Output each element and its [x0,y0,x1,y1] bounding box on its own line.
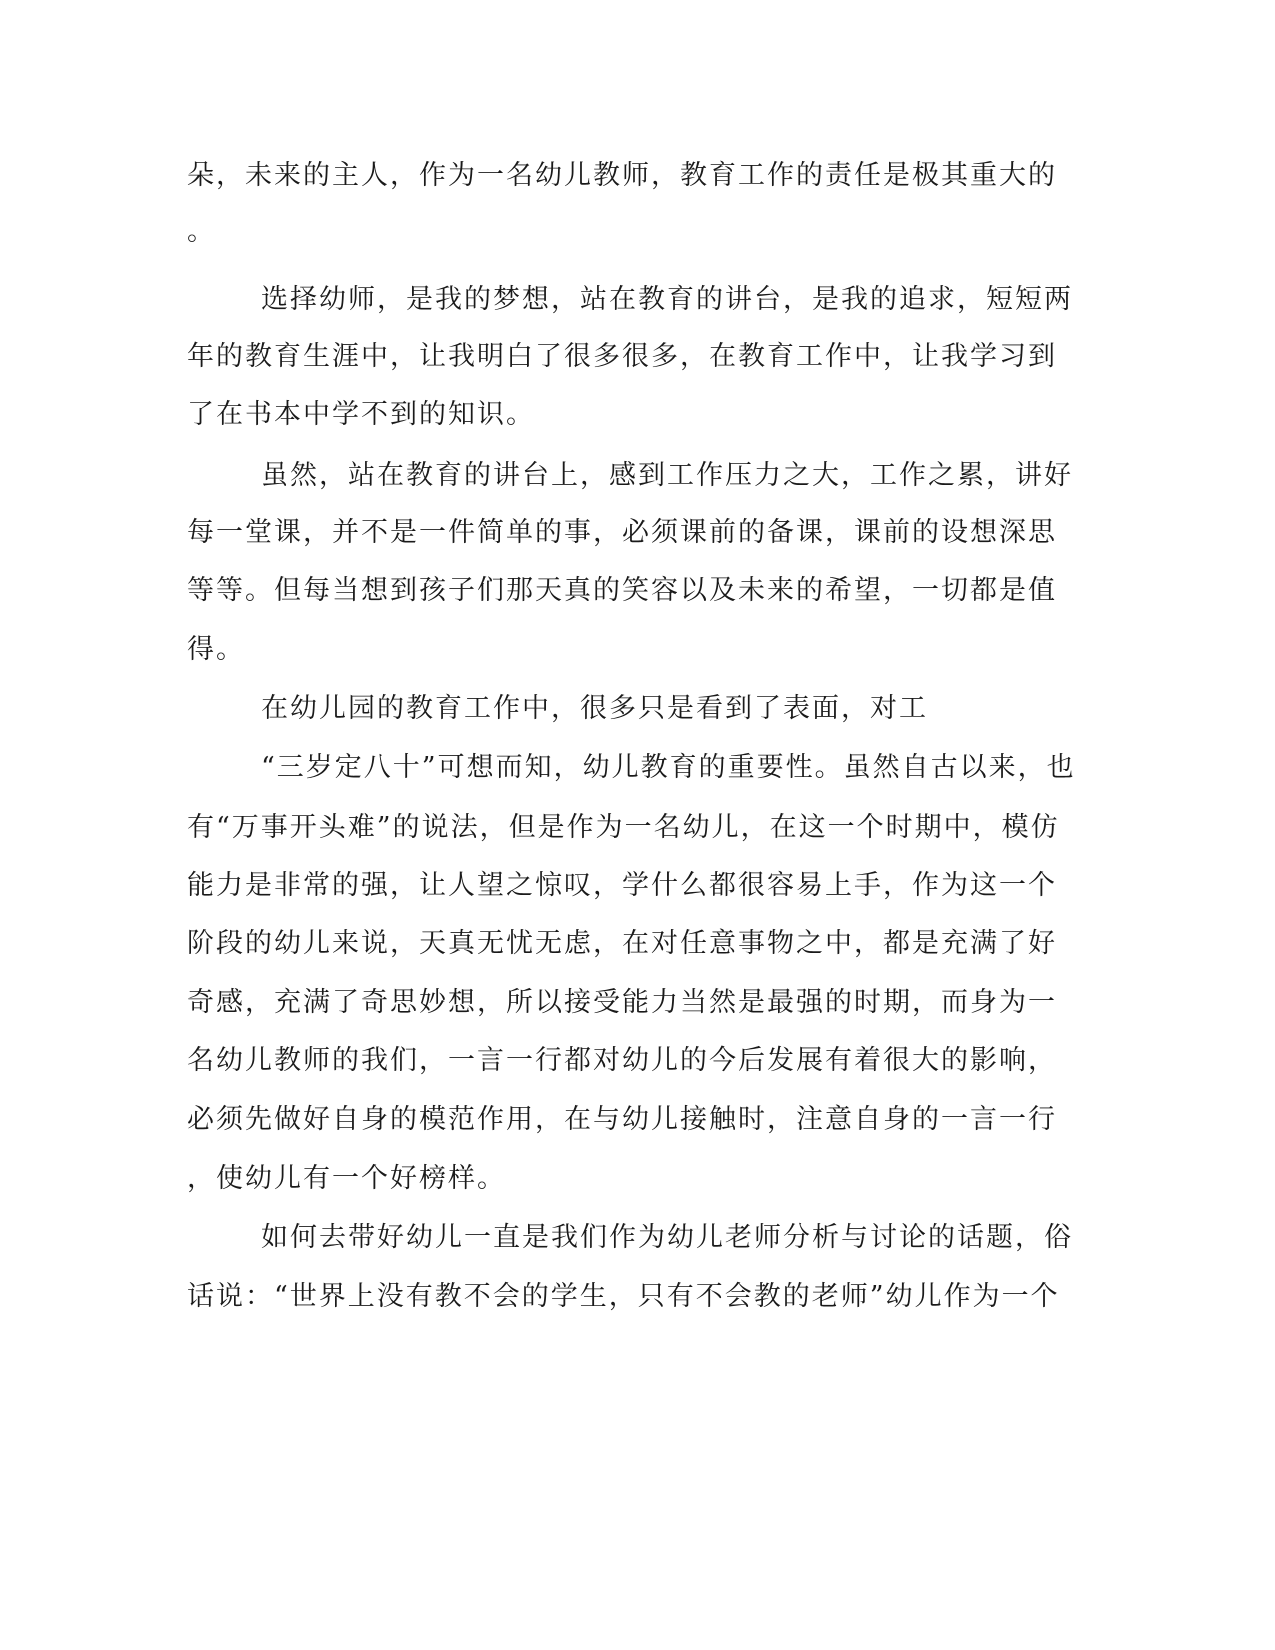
paragraph-start-line: “三岁定八十”可想而知，幼儿教育的重要性。虽然自古以来，也 [261,752,1076,783]
text-line: 。 [187,216,216,247]
text-line: 名幼儿教师的我们，一言一行都对幼儿的今后发展有着很大的影响， [187,1045,1057,1076]
text-line: 朵，未来的主人，作为一名幼儿教师，教育工作的责任是极其重大的 [187,160,1057,191]
text-line: 每一堂课，并不是一件简单的事，必须课前的备课，课前的设想深思 [187,517,1057,548]
paragraph-start-line: 虽然，站在教育的讲台上，感到工作压力之大，工作之累，讲好 [261,460,1073,491]
text-line: 能力是非常的强，让人望之惊叹，学什么都很容易上手，作为这一个 [187,870,1057,901]
text-line: 等等。但每当想到孩子们那天真的笑容以及未来的希望，一切都是值 [187,575,1057,606]
text-line: 奇感，充满了奇思妙想，所以接受能力当然是最强的时期，而身为一 [187,987,1057,1018]
paragraph-start-line: 选择幼师，是我的梦想，站在教育的讲台，是我的追求，短短两 [261,284,1073,315]
paragraph-start-line: 如何去带好幼儿一直是我们作为幼儿老师分析与讨论的话题，俗 [261,1222,1073,1253]
text-line: 阶段的幼儿来说，天真无忧无虑，在对任意事物之中，都是充满了好 [187,928,1057,959]
text-line: 有“万事开头难”的说法，但是作为一名幼儿，在这一个时期中，模仿 [187,812,1060,843]
text-line: 年的教育生涯中，让我明白了很多很多，在教育工作中，让我学习到 [187,341,1057,372]
paragraph-start-line: 在幼儿园的教育工作中，很多只是看到了表面，对工 [261,693,928,724]
text-line: 话说：“世界上没有教不会的学生，只有不会教的老师”幼儿作为一个 [187,1281,1060,1312]
text-line: ，使幼儿有一个好榜样。 [187,1163,506,1194]
text-line: 了在书本中学不到的知识。 [187,399,535,430]
text-line: 得。 [187,634,245,665]
text-line: 必须先做好自身的模范作用，在与幼儿接触时，注意自身的一言一行 [187,1104,1057,1135]
